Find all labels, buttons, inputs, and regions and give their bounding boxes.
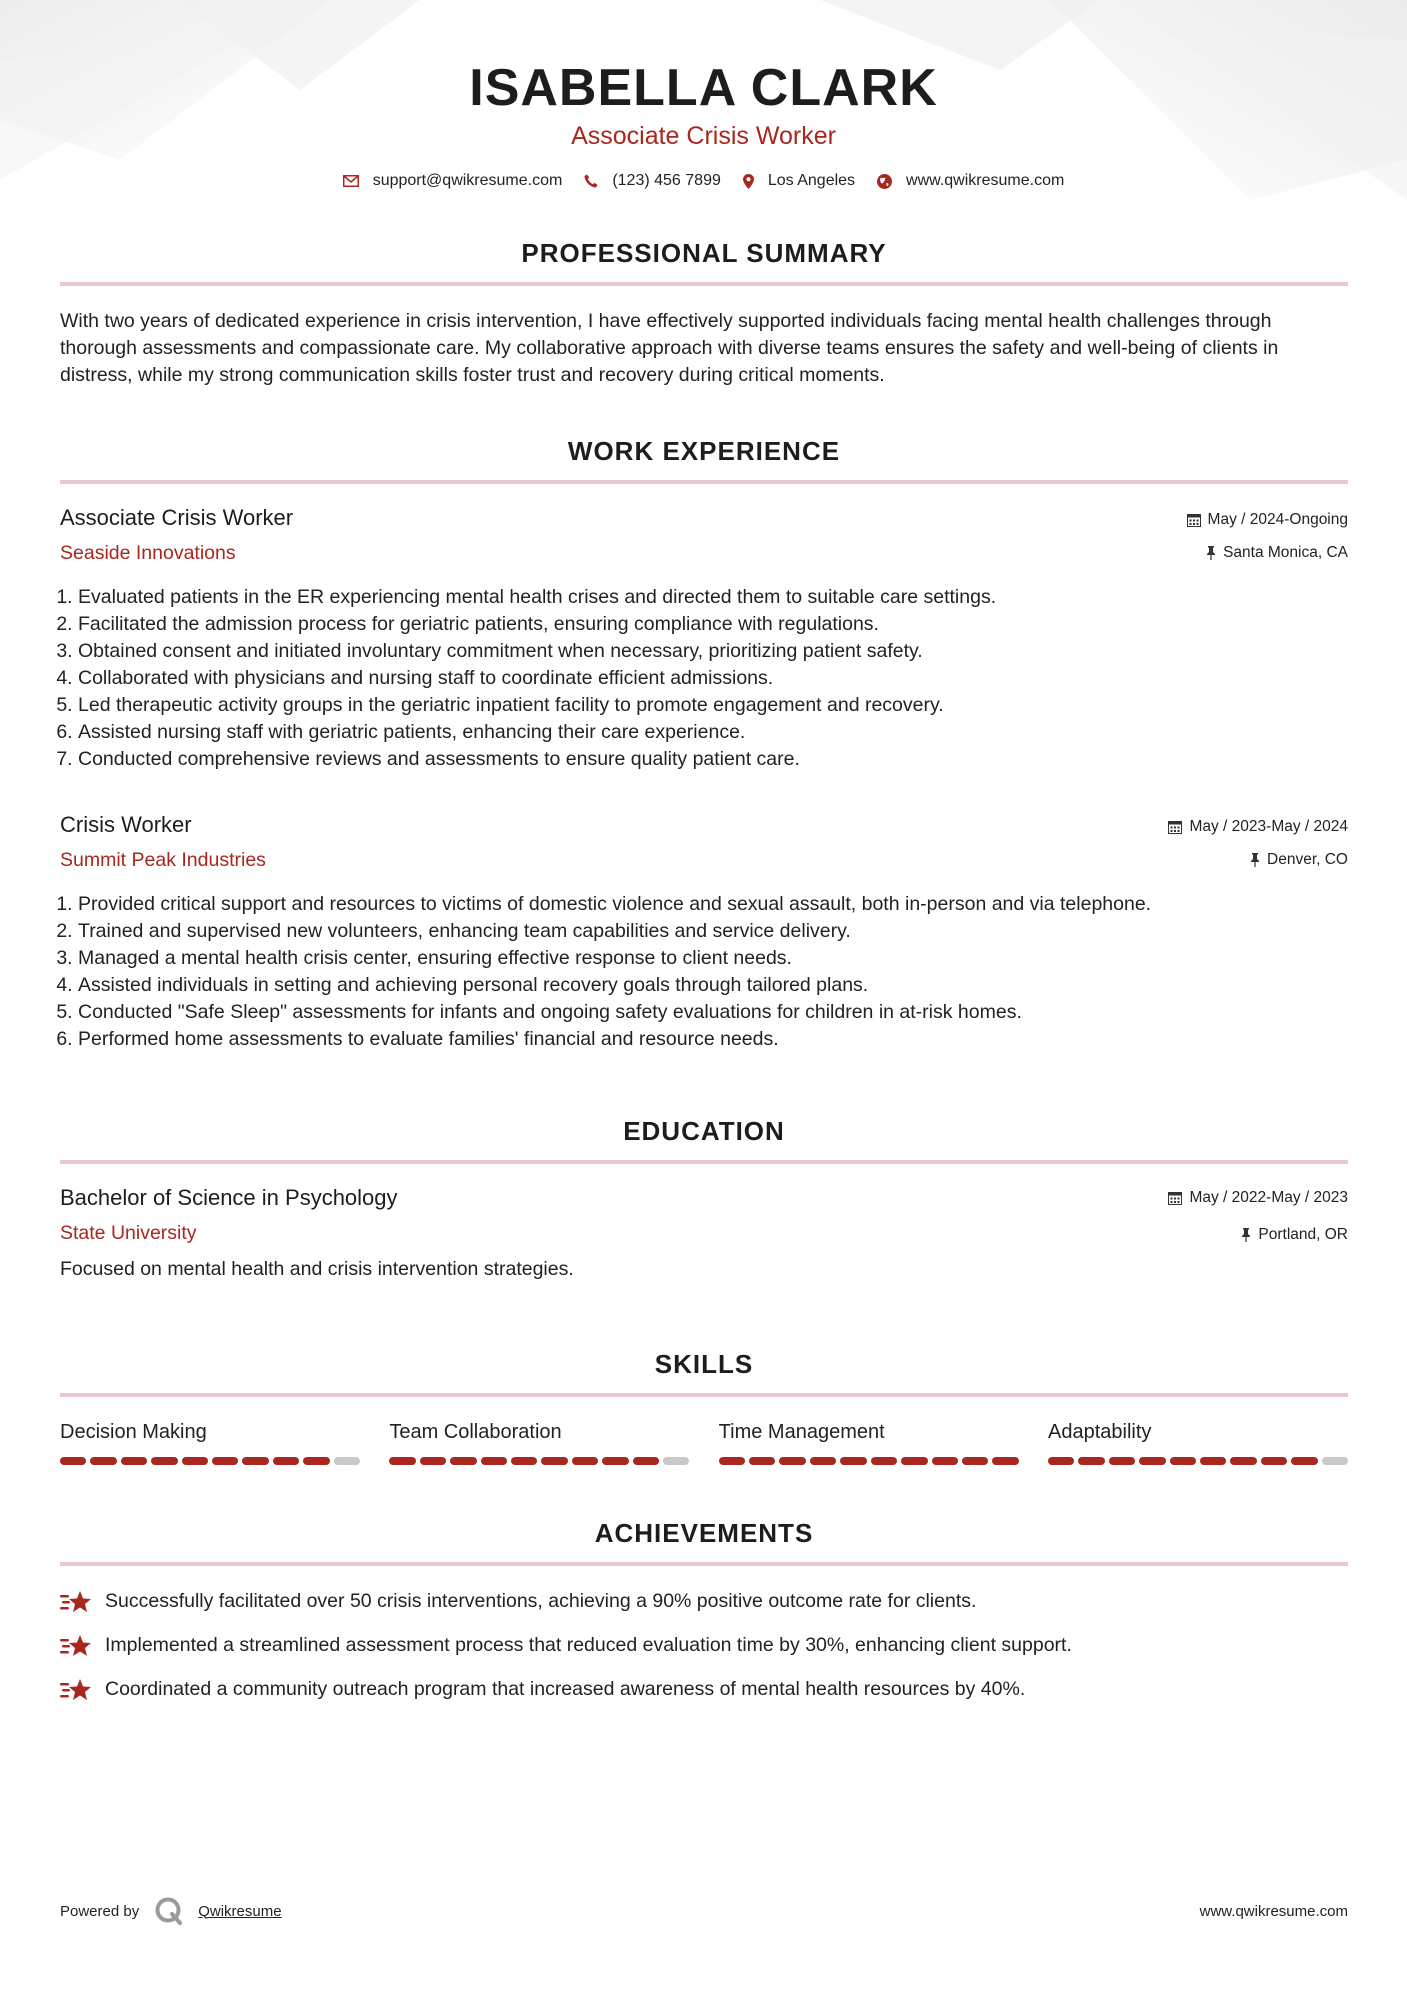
skill-segment-filled xyxy=(810,1457,836,1465)
skill-name: Decision Making xyxy=(60,1421,207,1443)
footer-website[interactable]: www.qwikresume.com xyxy=(1199,1902,1348,1920)
footer xyxy=(60,1896,1348,1926)
job-company: Summit Peak Industries xyxy=(60,849,266,871)
skill-segment-filled xyxy=(420,1457,446,1465)
job-location-text: Denver, CO xyxy=(1267,851,1348,868)
skill-segment-filled xyxy=(1109,1457,1135,1465)
skill-item xyxy=(719,1419,1019,1465)
contact-website[interactable] xyxy=(877,172,1064,190)
job-dates xyxy=(1168,817,1348,837)
education-dates xyxy=(1168,1188,1348,1208)
job-meta xyxy=(1187,510,1348,563)
job-entry xyxy=(60,811,1348,1053)
candidate-title: Associate Crisis Worker xyxy=(571,122,836,150)
education-location-text: Portland, OR xyxy=(1258,1226,1348,1243)
skill-segment-filled xyxy=(90,1457,116,1465)
phone-text: (123) 456 7899 xyxy=(612,172,721,189)
education-description: Focused on mental health and crisis intervention strategies. xyxy=(60,1258,574,1280)
list-item: 7. Conducted comprehensive reviews and assessments to ensure quality patient care. xyxy=(78,746,1348,773)
list-item: 5. Led therapeutic activity groups in the geriatric inpatient facility to promote engagement and recovery. xyxy=(78,692,1348,719)
skill-segment-filled xyxy=(749,1457,775,1465)
section-divider xyxy=(60,1562,1348,1566)
list-item: 2. Facilitated the admission process for geriatric patients, ensuring compliance with regulations. xyxy=(78,611,1348,638)
skill-segment-filled xyxy=(481,1457,507,1465)
achievement-item xyxy=(60,1676,1348,1703)
skill-segment-filled xyxy=(932,1457,958,1465)
education-meta xyxy=(1168,1188,1348,1245)
summary-text: With two years of dedicated experience in crisis intervention, I have effectively supported individuals facing mental health challenges through thorough assessments and compassionate care. My collaborative approach with diverse teams ensures the safety and well-being of clients in distress, while my strong communication skills foster trust and recovery during critical moments. xyxy=(60,310,1279,386)
skill-name: Time Management xyxy=(718,1421,885,1443)
skill-name: Team Collaboration xyxy=(389,1421,562,1443)
skill-segment-filled xyxy=(633,1457,659,1465)
skill-level-bar xyxy=(1048,1457,1348,1465)
skill-segment-filled xyxy=(450,1457,476,1465)
list-item: 4. Collaborated with physicians and nursing staff to coordinate efficient admissions. xyxy=(78,665,1348,692)
skill-segment-filled xyxy=(273,1457,299,1465)
contact-phone[interactable] xyxy=(584,172,721,190)
job-duties-list xyxy=(60,891,1348,1053)
skill-segment-filled xyxy=(1291,1457,1317,1465)
job-location-text: Santa Monica, CA xyxy=(1223,544,1348,561)
skill-level-bar xyxy=(719,1457,1019,1465)
contact-bar xyxy=(0,172,1407,190)
achievement-text: Coordinated a community outreach program that increased awareness of mental health resources by 40%. xyxy=(105,1678,1026,1700)
skill-segment-filled xyxy=(1200,1457,1226,1465)
skills-heading: SKILLS xyxy=(654,1349,754,1379)
skills-section xyxy=(60,1349,1348,1465)
skill-segment-filled xyxy=(541,1457,567,1465)
job-duties-list xyxy=(60,584,1348,773)
skill-segment-filled xyxy=(1139,1457,1165,1465)
skill-segment-filled xyxy=(511,1457,537,1465)
job-title: Crisis Worker xyxy=(60,812,192,837)
achievements-heading: ACHIEVEMENTS xyxy=(594,1518,814,1548)
skill-segment-filled xyxy=(779,1457,805,1465)
skill-segment-filled xyxy=(121,1457,147,1465)
skill-item xyxy=(1048,1419,1348,1465)
qwikresume-link[interactable]: Qwikresume xyxy=(198,1902,282,1920)
list-item: 6. Assisted nursing staff with geriatric patients, enhancing their care experience. xyxy=(78,719,1348,746)
skill-item xyxy=(60,1419,360,1465)
map-pin-icon xyxy=(743,174,754,189)
skill-segment-filled xyxy=(602,1457,628,1465)
contact-location xyxy=(743,172,855,190)
education-entry xyxy=(60,1184,1348,1283)
skills-row xyxy=(60,1419,1348,1465)
education-location xyxy=(1168,1225,1348,1245)
skill-item xyxy=(389,1419,689,1465)
job-meta xyxy=(1168,817,1348,870)
education-section xyxy=(60,1116,1348,1283)
qwikresume-logo-icon xyxy=(154,1896,184,1926)
contact-email[interactable] xyxy=(343,172,563,190)
education-dates-text: May / 2022-May / 2023 xyxy=(1189,1189,1348,1206)
summary-section xyxy=(60,238,1348,389)
calendar-icon xyxy=(1187,513,1201,527)
shooting-star-icon xyxy=(60,1590,91,1614)
achievement-text: Successfully facilitated over 50 crisis interventions, achieving a 90% positive outcome rate for clients. xyxy=(105,1590,977,1612)
skill-segment-filled xyxy=(1170,1457,1196,1465)
job-location xyxy=(1187,543,1348,563)
list-item: 3. Obtained consent and initiated involuntary commitment when necessary, prioritizing patient safety. xyxy=(78,638,1348,665)
skill-segment-empty xyxy=(334,1457,360,1465)
section-divider xyxy=(60,1160,1348,1164)
skill-segment-empty xyxy=(663,1457,689,1465)
globe-icon xyxy=(877,174,892,189)
skill-segment-filled xyxy=(719,1457,745,1465)
skill-level-bar xyxy=(389,1457,689,1465)
candidate-name: ISABELLA CLARK xyxy=(469,59,938,117)
skill-segment-filled xyxy=(1230,1457,1256,1465)
email-text: support@qwikresume.com xyxy=(372,172,563,189)
resume-header xyxy=(0,0,1407,190)
powered-by-label: Powered by xyxy=(60,1902,140,1920)
skill-name: Adaptability xyxy=(1047,1421,1152,1443)
job-entry xyxy=(60,504,1348,773)
envelope-icon xyxy=(343,175,359,187)
job-location xyxy=(1168,850,1348,870)
calendar-icon xyxy=(1168,1191,1182,1205)
job-dates-text: May / 2024-Ongoing xyxy=(1207,511,1348,528)
achievement-text: Implemented a streamlined assessment process that reduced evaluation time by 30%, enhancing client support. xyxy=(105,1634,1072,1656)
skill-level-bar xyxy=(60,1457,360,1465)
list-item: 3. Managed a mental health crisis center, ensuring effective response to client needs. xyxy=(78,945,1348,972)
skill-segment-filled xyxy=(151,1457,177,1465)
skill-segment-filled xyxy=(992,1457,1018,1465)
experience-heading: WORK EXPERIENCE xyxy=(567,436,841,466)
skill-segment-filled xyxy=(212,1457,238,1465)
list-item: 1. Provided critical support and resources to victims of domestic violence and sexual assault, both in-person and via telephone. xyxy=(78,891,1348,918)
pushpin-icon xyxy=(1250,853,1260,867)
achievements-section xyxy=(60,1518,1348,1703)
skill-segment-filled xyxy=(303,1457,329,1465)
achievement-item xyxy=(60,1588,1348,1615)
skill-segment-filled xyxy=(901,1457,927,1465)
school-name: State University xyxy=(60,1222,197,1244)
education-heading: EDUCATION xyxy=(623,1116,785,1146)
calendar-icon xyxy=(1168,820,1182,834)
skill-segment-filled xyxy=(572,1457,598,1465)
pushpin-icon xyxy=(1241,1228,1251,1242)
skill-segment-empty xyxy=(1322,1457,1348,1465)
achievements-list xyxy=(60,1588,1348,1703)
section-divider xyxy=(60,480,1348,484)
achievement-item xyxy=(60,1632,1348,1659)
section-divider xyxy=(60,1393,1348,1397)
list-item: 5. Conducted "Safe Sleep" assessments for infants and ongoing safety evaluations for children in at-risk homes. xyxy=(78,999,1348,1026)
shooting-star-icon xyxy=(60,1678,91,1702)
job-company: Seaside Innovations xyxy=(60,542,236,564)
experience-section xyxy=(60,436,1348,1053)
skill-segment-filled xyxy=(840,1457,866,1465)
website-text: www.qwikresume.com xyxy=(906,172,1065,189)
location-text: Los Angeles xyxy=(767,172,856,189)
skill-segment-filled xyxy=(871,1457,897,1465)
summary-heading: PROFESSIONAL SUMMARY xyxy=(521,238,887,268)
powered-by xyxy=(60,1896,282,1926)
skill-segment-filled xyxy=(60,1457,86,1465)
section-divider xyxy=(60,282,1348,286)
shooting-star-icon xyxy=(60,1634,91,1658)
job-title: Associate Crisis Worker xyxy=(60,505,294,530)
list-item: 6. Performed home assessments to evaluate families' financial and resource needs. xyxy=(78,1026,1348,1053)
job-dates xyxy=(1187,510,1348,530)
skill-segment-filled xyxy=(1261,1457,1287,1465)
skill-segment-filled xyxy=(1078,1457,1104,1465)
degree-title: Bachelor of Science in Psychology xyxy=(60,1185,398,1210)
list-item: 4. Assisted individuals in setting and achieving personal recovery goals through tailored plans. xyxy=(78,972,1348,999)
skill-segment-filled xyxy=(1048,1457,1074,1465)
list-item: 1. Evaluated patients in the ER experiencing mental health crises and directed them to suitable care settings. xyxy=(78,584,1348,611)
skill-segment-filled xyxy=(242,1457,268,1465)
skill-segment-filled xyxy=(389,1457,415,1465)
pushpin-icon xyxy=(1206,546,1216,560)
list-item: 2. Trained and supervised new volunteers, enhancing team capabilities and service delivery. xyxy=(78,918,1348,945)
job-dates-text: May / 2023-May / 2024 xyxy=(1189,818,1348,835)
skill-segment-filled xyxy=(182,1457,208,1465)
phone-icon xyxy=(584,174,598,188)
skill-segment-filled xyxy=(962,1457,988,1465)
